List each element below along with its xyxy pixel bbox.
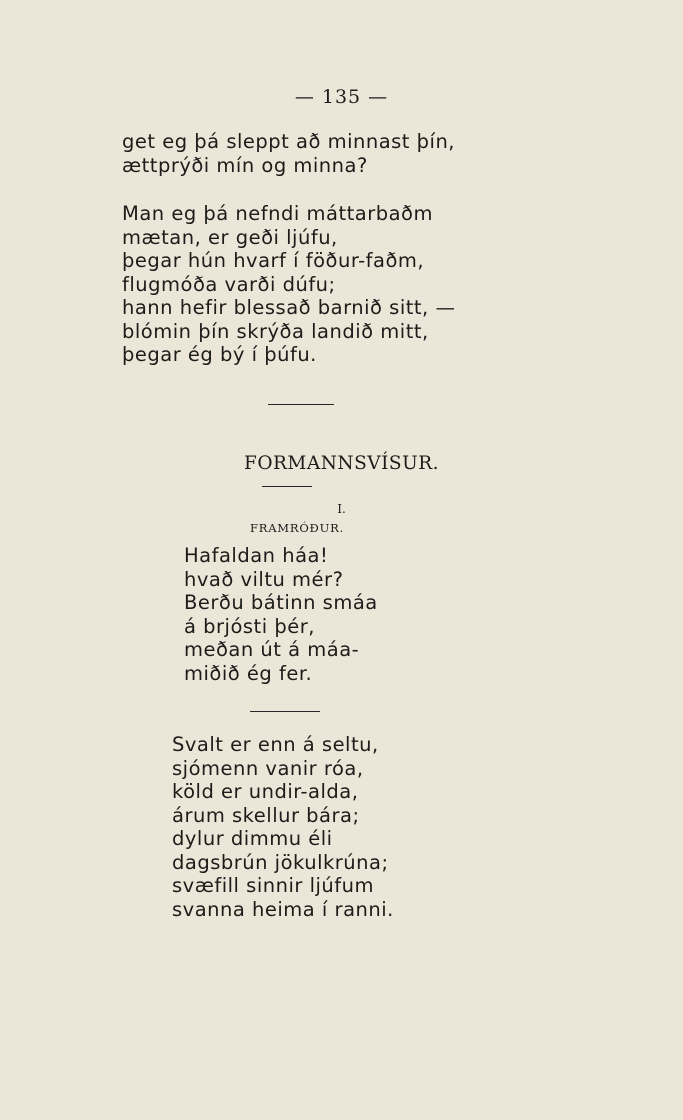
verse-line: köld er undir-alda, (172, 780, 359, 803)
verse-line: Man eg þá nefndi máttarbaðm (122, 202, 433, 225)
stanza-final (122, 202, 455, 367)
poem-title: FORMANNSVÍSUR. (243, 453, 440, 474)
verse-line: Svalt er enn á seltu, (172, 733, 379, 756)
section-number: I. (337, 502, 346, 516)
verse-line: á brjósti þér, (184, 614, 315, 638)
section-title: FRAMRÓÐUR. (249, 521, 345, 535)
verse-line: miðið ég fer. (184, 661, 313, 685)
verse-line: þegar hún hvarf í föður-faðm, (122, 249, 425, 272)
verse-line: sjómenn vanir róa, (172, 756, 364, 780)
verse-line: hvað viltu mér? (184, 567, 344, 591)
verse-line: mætan, er geði ljúfu, (122, 225, 338, 249)
verse-line: svanna heima í ranni. (172, 897, 394, 921)
verse-line: dylur dimmu éli (172, 827, 333, 850)
poem-stanza-2 (172, 733, 394, 921)
verse-line: get eg þá sleppt að minnast þín, (122, 130, 456, 153)
verse-line: svæfill sinnir ljúfum (172, 874, 375, 897)
poem-stanza-1 (184, 544, 378, 685)
end-of-poem-rule (268, 404, 334, 405)
stanza-continued (122, 130, 455, 177)
verse-line: meðan út á máa- (184, 638, 360, 661)
verse-line: Berðu bátinn smáa (184, 591, 378, 614)
verse-line: hann hefir blessað barnið sitt, — (122, 296, 456, 319)
verse-line: þegar ég bý í þúfu. (122, 343, 317, 366)
page-number: — 135 — (294, 86, 389, 108)
stanza-divider-rule (250, 711, 320, 712)
verse-line: ættprýði mín og minna? (122, 153, 368, 177)
verse-line: árum skellur bára; (172, 803, 360, 827)
verse-line: flugmóða varði dúfu; (122, 272, 336, 296)
verse-line: Hafaldan háa! (184, 544, 329, 567)
verse-line: blómin þín skrýða landið mitt, (122, 319, 429, 343)
verse-line: dagsbrún jökulkrúna; (172, 850, 389, 874)
title-rule (262, 486, 312, 487)
